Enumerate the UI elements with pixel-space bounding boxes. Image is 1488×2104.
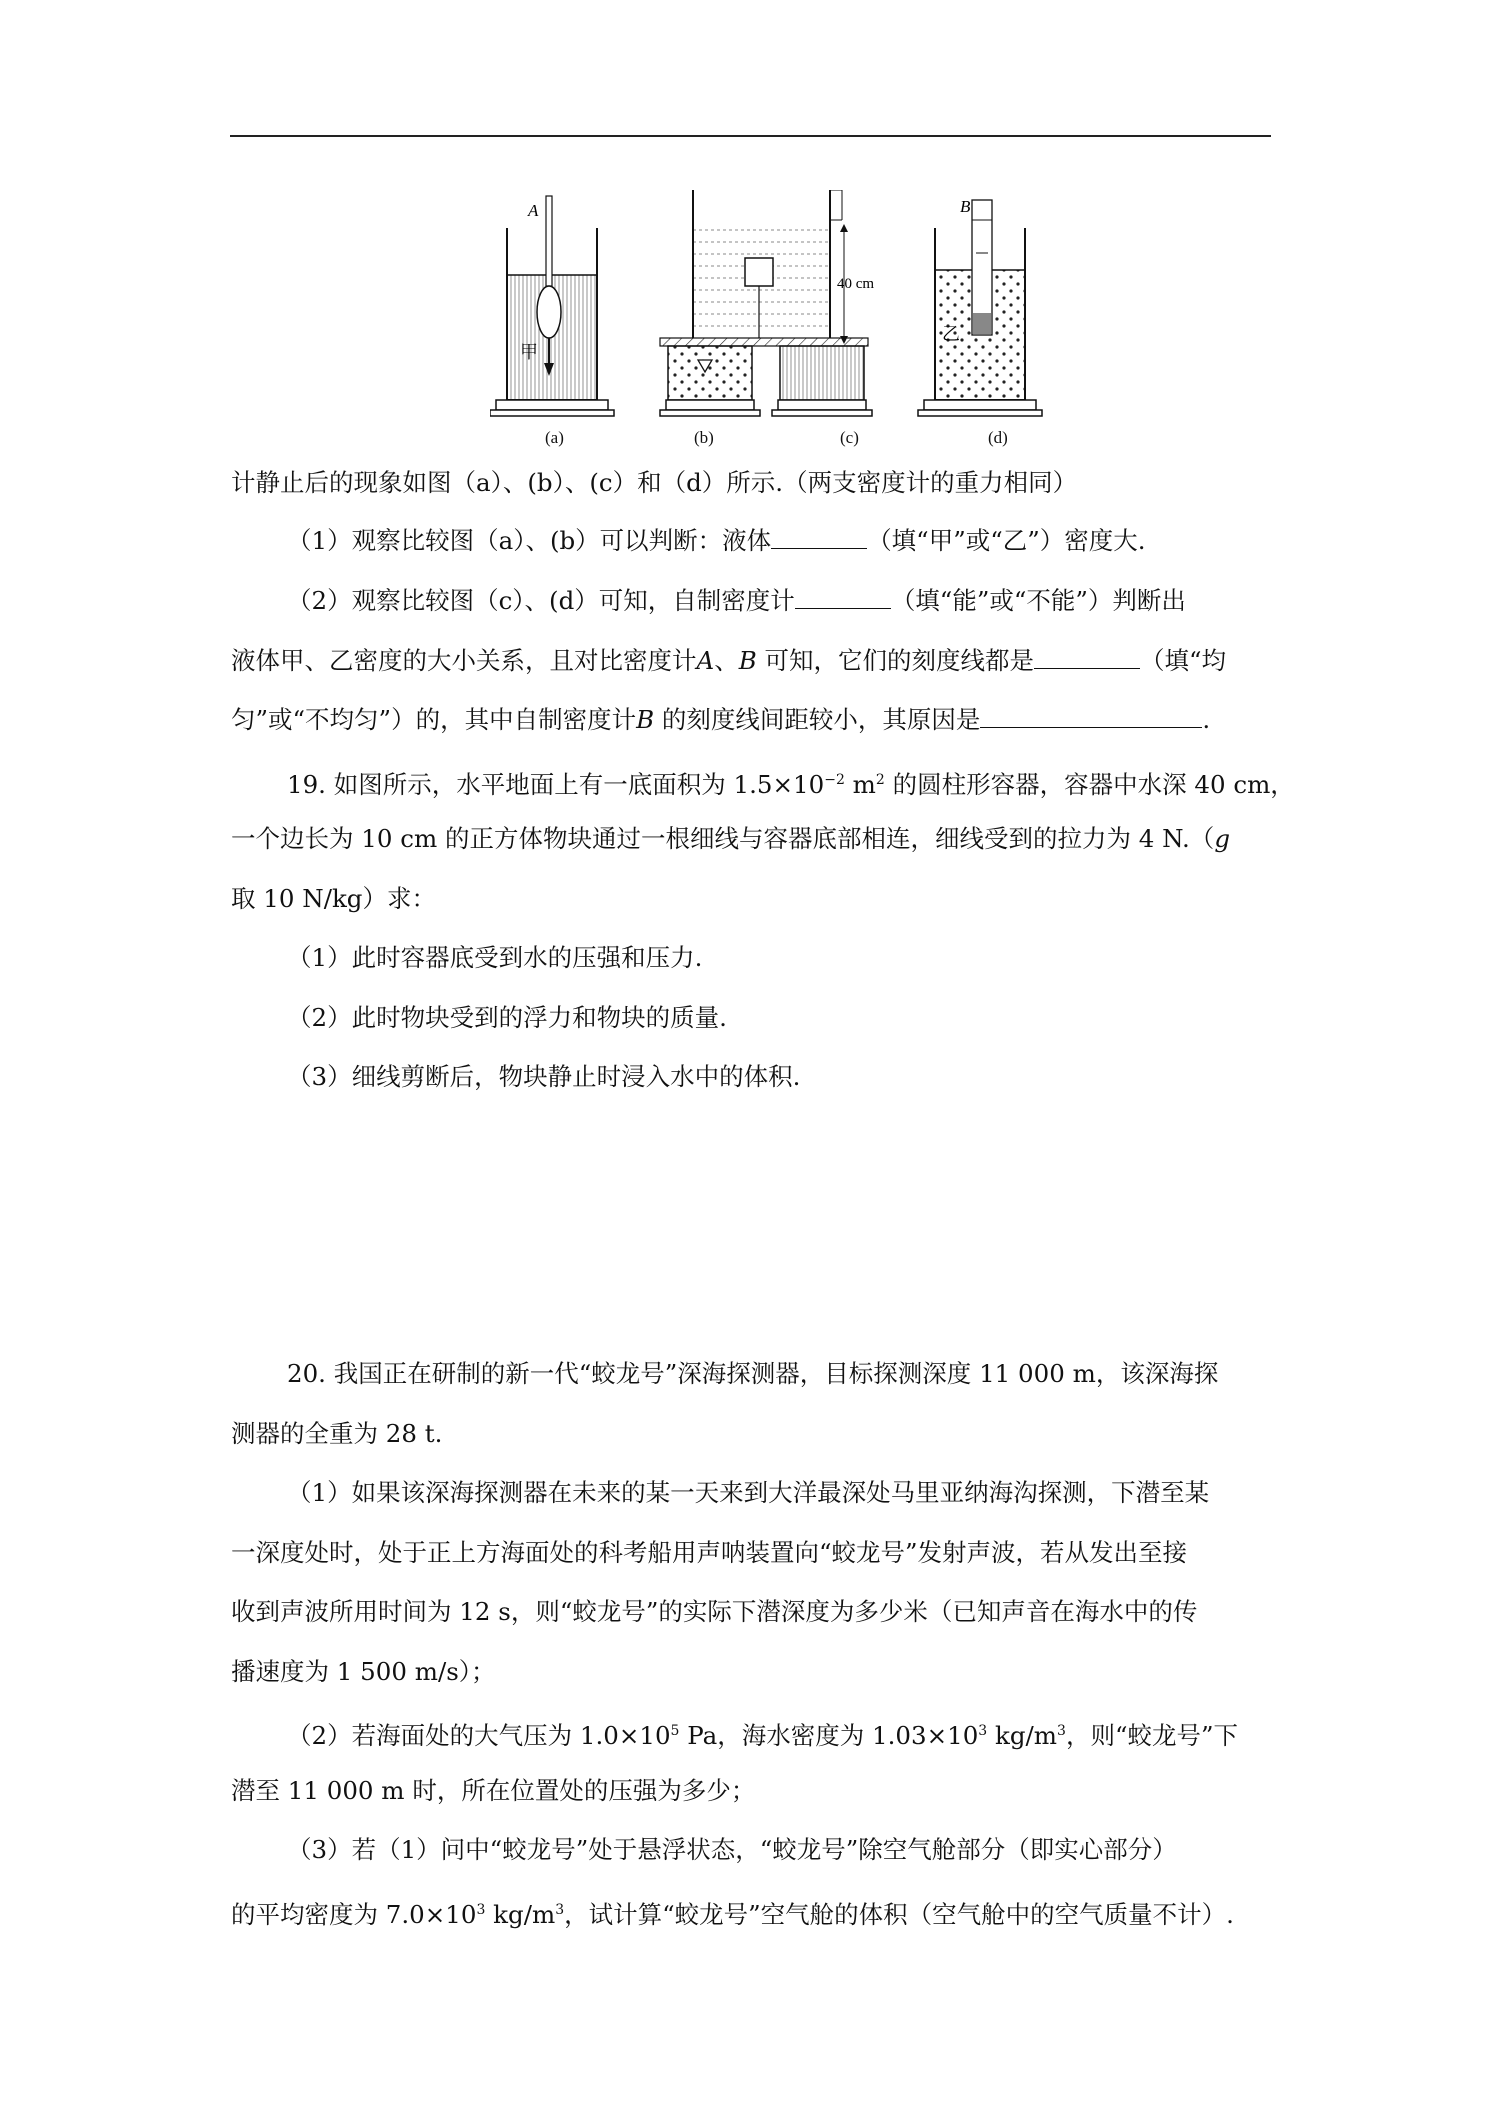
q20-part1-line4: 播速度为 1 500 m/s）；: [231, 1657, 496, 1686]
q18-part2-line1: （2）观察比较图（c）、(d）可知，自制密度计 （填“能”或“不能”）判断出: [287, 586, 1186, 615]
q19-line3: 取 10 N/kg）求：: [231, 884, 436, 913]
q19-line2: 一个边长为 10 cm 的正方体物块通过一根细线与容器底部相连，细线受到的拉力为 4 N.（g: [231, 824, 1230, 853]
figure-caption-b: (b): [694, 428, 714, 447]
figure-letter-B: B: [960, 197, 971, 216]
figure-letter-A: A: [528, 201, 539, 220]
header-rule: [230, 135, 1271, 137]
q20-line2: 测器的全重为 28 t.: [231, 1419, 443, 1448]
answer-blank[interactable]: [795, 584, 891, 609]
figure-depth-label: 40 cm: [837, 276, 875, 292]
figure-caption-d: (d): [988, 428, 1008, 447]
q19-sub2: （2）此时物块受到的浮力和物块的质量.: [287, 1003, 727, 1032]
q20-part1-line3: 收到声波所用时间为 12 s，则“蛟龙号”的实际下潜深度为多少米（已知声音在海水中的传: [231, 1597, 1198, 1626]
q20-part1-line2: 一深度处时，处于正上方海面处的科考船用声呐装置向“蛟龙号”发射声波，若从发出至接: [231, 1538, 1188, 1567]
q20-part1-line1: （1）如果该深海探测器在未来的某一天来到大洋最深处马里亚纳海沟探测，下潜至某: [287, 1478, 1210, 1507]
answer-blank[interactable]: [1034, 644, 1140, 669]
figure-caption-c: (c): [840, 428, 859, 447]
figure-svg: [490, 190, 1070, 450]
q20-part2-line1: （2）若海面处的大气压为 $1.0\times 10^5$ Pa，海水密度为 $1.03\times 10^3$ $kg/m^3$，则“蛟龙号”下: [287, 1721, 1239, 1750]
q20-part3-line2: 的平均密度为 $7.0\times 10^3$ $kg/m^3$，试计算“蛟龙号”空气舱的体积（空气舱中的空气质量不计）.: [231, 1900, 1234, 1929]
q18-part2-line2: 液体甲、乙密度的大小关系，且对比密度计A、B 可知，它们的刻度线都是 （填“均: [231, 646, 1227, 675]
q19-line1: 19. 如图所示，水平地面上有一底面积为 $1.5\times 10^{-2}$ $m^2$ 的圆柱形容器，容器中水深 40 cm，: [287, 770, 1295, 799]
q18-intro: 计静止后的现象如图（a）、(b）、(c）和（d）所示.（两支密度计的重力相同）: [231, 468, 1078, 497]
figure-bc-container: [660, 190, 875, 416]
figure-d-beaker: [918, 200, 1042, 416]
answer-blank[interactable]: [771, 524, 867, 549]
q18-part2-line3: 匀”或“不均匀”）的，其中自制密度计B 的刻度线间距较小，其原因是 .: [231, 705, 1211, 734]
q20-part3-line1: （3）若（1）问中“蛟龙号”处于悬浮状态，“蛟龙号”除空气舱部分（即实心部分）: [287, 1835, 1177, 1864]
figure-a-beaker: [490, 196, 614, 416]
figure-caption-a: (a): [545, 428, 564, 447]
q19-sub1: （1）此时容器底受到水的压强和压力.: [287, 943, 703, 972]
figure-label-yi: 乙: [942, 324, 960, 345]
q20-line1: 20. 我国正在研制的新一代“蛟龙号”深海探测器，目标探测深度 11 000 m，该深海探: [287, 1359, 1219, 1388]
figure-label-jia: 甲: [520, 342, 538, 363]
q20-part2-line2: 潜至 11 000 m 时，所在位置处的压强为多少；: [231, 1776, 756, 1805]
q18-part1: （1）观察比较图（a）、(b）可以判断：液体 （填“甲”或“乙”）密度大.: [287, 526, 1146, 555]
q19-sub3: （3）细线剪断后，物块静止时浸入水中的体积.: [287, 1062, 801, 1091]
figure-density-experiment: [490, 190, 1070, 454]
answer-blank[interactable]: [980, 703, 1202, 728]
